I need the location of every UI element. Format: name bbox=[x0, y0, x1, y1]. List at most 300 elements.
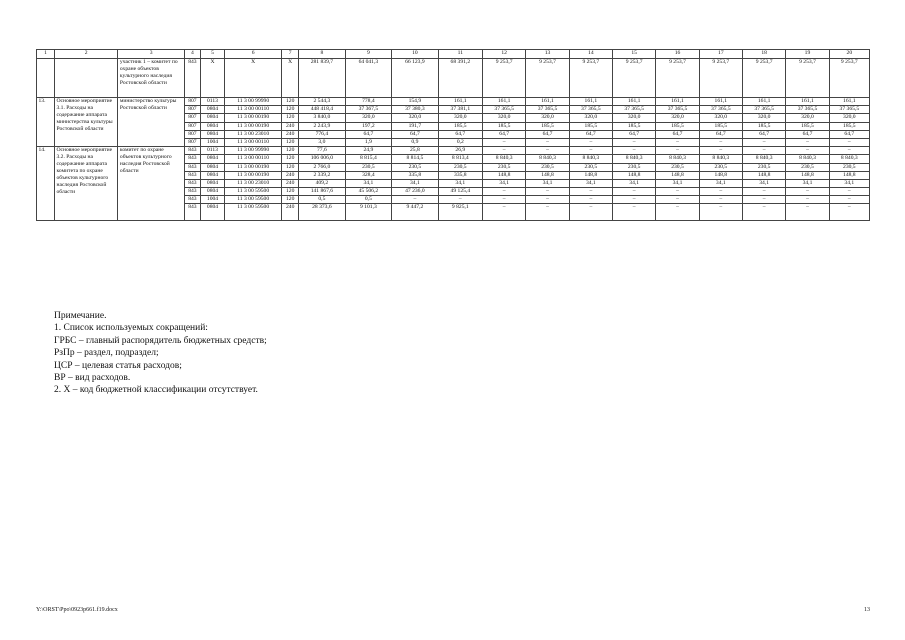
program-name: Основное мероприятие 3.2. Расходы на содержание аппарата комитета по охране объектов культурного наследия Ростовской области bbox=[54, 147, 117, 221]
expenditure-table bbox=[36, 49, 870, 221]
table-cell: 64,7 bbox=[569, 130, 612, 138]
table-cell: 185,5 bbox=[569, 122, 612, 130]
table-cell: 0113 bbox=[200, 147, 224, 155]
table-cell: 230,5 bbox=[613, 163, 656, 171]
table-cell: 9 253,7 bbox=[569, 59, 612, 98]
table-cell: – bbox=[699, 147, 742, 155]
table-cell: 335,8 bbox=[392, 171, 439, 179]
table-cell: 64,7 bbox=[699, 130, 742, 138]
table-cell: 185,5 bbox=[613, 122, 656, 130]
table-cell: – bbox=[613, 204, 656, 221]
table-cell: – bbox=[829, 188, 869, 196]
table-cell: 161,1 bbox=[438, 98, 482, 106]
header-row bbox=[37, 50, 870, 59]
header-cell: 19 bbox=[786, 50, 829, 59]
table-cell: 230,5 bbox=[438, 163, 482, 171]
table-cell: 335,8 bbox=[438, 171, 482, 179]
table-cell: 240 bbox=[282, 130, 299, 138]
table-cell: 843 bbox=[184, 163, 200, 171]
table-cell: 25,8 bbox=[392, 147, 439, 155]
table-cell: – bbox=[656, 196, 699, 204]
table-cell: 0113 bbox=[200, 98, 224, 106]
table-cell: – bbox=[786, 147, 829, 155]
table-cell: 185,5 bbox=[742, 122, 785, 130]
table-cell: 807 bbox=[184, 130, 200, 138]
table-cell: – bbox=[526, 196, 569, 204]
table-cell: 8 840,3 bbox=[829, 155, 869, 163]
header-cell: 20 bbox=[829, 50, 869, 59]
table-cell: 64,7 bbox=[786, 130, 829, 138]
table-cell: Х bbox=[225, 59, 282, 98]
table-cell: 34,1 bbox=[613, 179, 656, 187]
table-cell: 230,5 bbox=[345, 163, 392, 171]
table-cell: 0,5 bbox=[345, 196, 392, 204]
table-cell: – bbox=[526, 138, 569, 146]
table-cell: 64,7 bbox=[742, 130, 785, 138]
table-cell: 64 041,3 bbox=[345, 59, 392, 98]
table-cell: – bbox=[656, 188, 699, 196]
table-cell: 9 253,7 bbox=[829, 59, 869, 98]
header-cell: 16 bbox=[656, 50, 699, 59]
table-cell: 328,4 bbox=[345, 171, 392, 179]
table-cell: 8 840,3 bbox=[786, 155, 829, 163]
table-row bbox=[37, 98, 870, 106]
table-body bbox=[37, 50, 870, 221]
table-cell: – bbox=[699, 196, 742, 204]
table-cell: 843 bbox=[184, 188, 200, 196]
header-cell: 1 bbox=[37, 50, 55, 59]
table-cell: 807 bbox=[184, 138, 200, 146]
table-cell: 185,5 bbox=[656, 122, 699, 130]
table-cell: 230,5 bbox=[829, 163, 869, 171]
table-cell: 807 bbox=[184, 106, 200, 114]
table-cell: 161,1 bbox=[742, 98, 785, 106]
table-cell: – bbox=[786, 204, 829, 221]
table-cell: 320,0 bbox=[829, 114, 869, 122]
table-cell: 120 bbox=[282, 147, 299, 155]
table-cell: – bbox=[786, 138, 829, 146]
table-cell: 807 bbox=[184, 98, 200, 106]
table-cell: 9 253,7 bbox=[786, 59, 829, 98]
table-cell: 34,1 bbox=[742, 179, 785, 187]
notes-line: 2. Х – код бюджетной классификации отсутствует. bbox=[54, 385, 258, 396]
table-cell: – bbox=[526, 204, 569, 221]
header-cell: 14 bbox=[569, 50, 612, 59]
table-cell: 8 814,5 bbox=[392, 155, 439, 163]
table-cell: 9 253,7 bbox=[483, 59, 526, 98]
table-cell: 11 3 00 00190 bbox=[225, 163, 282, 171]
table-cell: – bbox=[742, 138, 785, 146]
table-cell: – bbox=[483, 188, 526, 196]
table-cell: 66 123,9 bbox=[392, 59, 439, 98]
table-cell: 37 365,5 bbox=[656, 106, 699, 114]
table-cell: 409,2 bbox=[299, 179, 346, 187]
table-cell: 320,0 bbox=[786, 114, 829, 122]
table-cell: 8 840,3 bbox=[742, 155, 785, 163]
table-cell: – bbox=[699, 204, 742, 221]
table-cell: 161,1 bbox=[829, 98, 869, 106]
table-cell: 68 391,2 bbox=[438, 59, 482, 98]
table-cell: 0804 bbox=[200, 204, 224, 221]
table-cell: 2 544,3 bbox=[299, 98, 346, 106]
table-cell: 0,2 bbox=[438, 138, 482, 146]
table-cell: – bbox=[613, 147, 656, 155]
table-cell: – bbox=[829, 138, 869, 146]
table-cell: 185,5 bbox=[526, 122, 569, 130]
table-cell: – bbox=[699, 138, 742, 146]
header-cell: 13 bbox=[526, 50, 569, 59]
table-cell: 197,2 bbox=[345, 122, 392, 130]
table-cell: 8 840,3 bbox=[526, 155, 569, 163]
table-cell: 320,0 bbox=[526, 114, 569, 122]
table-cell: 34,1 bbox=[786, 179, 829, 187]
table-cell: 320,0 bbox=[656, 114, 699, 122]
table-cell: – bbox=[656, 138, 699, 146]
table-cell: 120 bbox=[282, 188, 299, 196]
table-cell: 778,4 bbox=[345, 98, 392, 106]
table-cell: – bbox=[786, 196, 829, 204]
table-cell: 185,5 bbox=[438, 122, 482, 130]
table-cell: – bbox=[569, 204, 612, 221]
table-cell: – bbox=[613, 188, 656, 196]
table-cell: 148,8 bbox=[699, 171, 742, 179]
table-cell: 64,7 bbox=[829, 130, 869, 138]
header-cell: 4 bbox=[184, 50, 200, 59]
table-cell: Х bbox=[200, 59, 224, 98]
table-cell: 230,5 bbox=[392, 163, 439, 171]
table-cell: 37 365,5 bbox=[742, 106, 785, 114]
table-row bbox=[37, 59, 870, 98]
table-cell: 120 bbox=[282, 106, 299, 114]
table-cell: 185,5 bbox=[786, 122, 829, 130]
table-cell: 11 3 00 23010 bbox=[225, 130, 282, 138]
header-cell: 6 bbox=[225, 50, 282, 59]
table-cell: – bbox=[829, 147, 869, 155]
table-cell: 37 365,5 bbox=[829, 106, 869, 114]
notes-line: ГРБС – главный распорядитель бюджетных средств; bbox=[54, 335, 267, 346]
table-cell: 77,6 bbox=[299, 147, 346, 155]
table-cell: 1004 bbox=[200, 138, 224, 146]
table-cell: 24,9 bbox=[345, 147, 392, 155]
table-cell: 120 bbox=[282, 98, 299, 106]
table-cell: 64,7 bbox=[345, 130, 392, 138]
header-cell: 2 bbox=[54, 50, 117, 59]
table-cell: 154,9 bbox=[392, 98, 439, 106]
executor-name: комитет по охране объектов культурного наследия Ростовской области bbox=[118, 147, 185, 221]
table-cell: 148,8 bbox=[483, 171, 526, 179]
table-cell: 148,8 bbox=[569, 171, 612, 179]
table-cell: – bbox=[526, 147, 569, 155]
table-cell: 34,1 bbox=[569, 179, 612, 187]
table-cell: 64,7 bbox=[613, 130, 656, 138]
table-cell: 320,0 bbox=[392, 114, 439, 122]
header-cell: 10 bbox=[392, 50, 439, 59]
header-cell: 11 bbox=[438, 50, 482, 59]
table-cell: 8 840,3 bbox=[699, 155, 742, 163]
table-cell: 45 506,2 bbox=[345, 188, 392, 196]
table-cell: 47 236,0 bbox=[392, 188, 439, 196]
table-cell: 1004 bbox=[200, 196, 224, 204]
table-cell: 240 bbox=[282, 179, 299, 187]
table-cell: – bbox=[569, 188, 612, 196]
table-cell: 64,7 bbox=[438, 130, 482, 138]
table-cell: 2 766,0 bbox=[299, 163, 346, 171]
notes-section bbox=[54, 310, 267, 397]
table-cell: – bbox=[742, 147, 785, 155]
table-cell: 320,0 bbox=[438, 114, 482, 122]
row-number: 13. bbox=[37, 98, 55, 147]
table-cell: – bbox=[569, 138, 612, 146]
table-cell: 64,7 bbox=[656, 130, 699, 138]
table-cell: 9 101,3 bbox=[345, 204, 392, 221]
table-cell: 120 bbox=[282, 138, 299, 146]
table-cell: 11 3 00 59500 bbox=[225, 188, 282, 196]
table-cell: 9 447,2 bbox=[392, 204, 439, 221]
table-cell: 8 815,4 bbox=[345, 155, 392, 163]
table-cell: 0804 bbox=[200, 155, 224, 163]
table-cell: 843 bbox=[184, 179, 200, 187]
table-cell: 448 418,4 bbox=[299, 106, 346, 114]
table-cell: 230,5 bbox=[699, 163, 742, 171]
table-cell: 9 253,7 bbox=[613, 59, 656, 98]
table-cell: 0804 bbox=[200, 171, 224, 179]
table-cell: – bbox=[656, 204, 699, 221]
table-cell: 230,5 bbox=[526, 163, 569, 171]
table-cell: 843 bbox=[184, 196, 200, 204]
header-cell: 12 bbox=[483, 50, 526, 59]
table-cell: 11 3 00 59500 bbox=[225, 204, 282, 221]
table-cell: – bbox=[656, 147, 699, 155]
header-cell: 3 bbox=[118, 50, 185, 59]
table-cell: 9 825,1 bbox=[438, 204, 482, 221]
table-cell: 8 840,3 bbox=[483, 155, 526, 163]
program-name bbox=[54, 59, 117, 98]
table-cell: – bbox=[483, 147, 526, 155]
table-cell: 37 380,3 bbox=[392, 106, 439, 114]
table-cell: 106 006,0 bbox=[299, 155, 346, 163]
table-cell: 3 840,0 bbox=[299, 114, 346, 122]
row-number bbox=[37, 59, 55, 98]
table-cell: 34,1 bbox=[392, 179, 439, 187]
table-cell: – bbox=[483, 138, 526, 146]
table-cell: 8 840,3 bbox=[613, 155, 656, 163]
program-name: Основное мероприятие 3.1. Расходы на содержание аппарата министерства культуры Ростовской области bbox=[54, 98, 117, 147]
table-cell: – bbox=[699, 188, 742, 196]
table-cell: 34,1 bbox=[526, 179, 569, 187]
table-cell: – bbox=[829, 204, 869, 221]
table-cell: 11 3 00 00110 bbox=[225, 106, 282, 114]
table-cell: – bbox=[569, 147, 612, 155]
table-cell: 11 3 00 59500 bbox=[225, 196, 282, 204]
table-cell: 240 bbox=[282, 204, 299, 221]
table-cell: – bbox=[392, 196, 439, 204]
table-cell: 120 bbox=[282, 196, 299, 204]
table-cell: 0804 bbox=[200, 188, 224, 196]
table-cell: 37 365,5 bbox=[699, 106, 742, 114]
table-cell: 11 3 00 23010 bbox=[225, 179, 282, 187]
table-cell: 0,9 bbox=[392, 138, 439, 146]
table-cell: – bbox=[438, 196, 482, 204]
header-cell: 5 bbox=[200, 50, 224, 59]
table-cell: 120 bbox=[282, 114, 299, 122]
table-cell: 776,4 bbox=[299, 130, 346, 138]
table-cell: 11 3 00 00110 bbox=[225, 155, 282, 163]
notes-line: ЦСР – целевая статья расходов; bbox=[54, 360, 182, 371]
table-cell: 37 365,5 bbox=[613, 106, 656, 114]
table-cell: 9 253,7 bbox=[526, 59, 569, 98]
notes-line: РзПр – раздел, подраздел; bbox=[54, 348, 159, 359]
table-cell: – bbox=[742, 204, 785, 221]
table-cell: 34,1 bbox=[656, 179, 699, 187]
table-cell: 64,7 bbox=[392, 130, 439, 138]
table-cell: 37 365,5 bbox=[526, 106, 569, 114]
table-cell: – bbox=[829, 196, 869, 204]
executor-name: министерство культуры Ростовской области bbox=[118, 98, 185, 147]
table-cell: 161,1 bbox=[656, 98, 699, 106]
table-cell: 37 365,5 bbox=[483, 106, 526, 114]
table-cell: 3,0 bbox=[299, 138, 346, 146]
table-cell: – bbox=[569, 196, 612, 204]
header-cell: 17 bbox=[699, 50, 742, 59]
table-cell: 120 bbox=[282, 155, 299, 163]
table-cell: 0804 bbox=[200, 163, 224, 171]
table-cell: – bbox=[742, 188, 785, 196]
table-cell: 161,1 bbox=[569, 98, 612, 106]
table-cell: 37 381,1 bbox=[438, 106, 482, 114]
table-cell: 161,1 bbox=[526, 98, 569, 106]
notes-line: 1. Список используемых сокращений: bbox=[54, 323, 208, 334]
header-cell: 7 bbox=[282, 50, 299, 59]
table-cell: 11 3 00 00190 bbox=[225, 114, 282, 122]
table-cell: 161,1 bbox=[699, 98, 742, 106]
table-cell: 11 3 00 99990 bbox=[225, 147, 282, 155]
table-cell: 185,5 bbox=[829, 122, 869, 130]
table-cell: 843 bbox=[184, 147, 200, 155]
table-cell: 843 bbox=[184, 59, 200, 98]
table-cell: 11 3 00 00190 bbox=[225, 171, 282, 179]
table-cell: 11 3 00 00110 bbox=[225, 138, 282, 146]
table-cell: 230,5 bbox=[656, 163, 699, 171]
table-cell: 320,0 bbox=[742, 114, 785, 122]
table-cell: 34,1 bbox=[483, 179, 526, 187]
table-cell: 37 367,5 bbox=[345, 106, 392, 114]
table-cell: 185,5 bbox=[483, 122, 526, 130]
table-cell: 843 bbox=[184, 204, 200, 221]
table-cell: 9 253,7 bbox=[699, 59, 742, 98]
table-cell: 320,0 bbox=[569, 114, 612, 122]
table-cell: – bbox=[613, 138, 656, 146]
table-cell: 28 373,6 bbox=[299, 204, 346, 221]
table-cell: 9 253,7 bbox=[656, 59, 699, 98]
table-cell: 64,7 bbox=[483, 130, 526, 138]
table-cell: 34,1 bbox=[699, 179, 742, 187]
table-cell: 320,0 bbox=[699, 114, 742, 122]
table-cell: 191,7 bbox=[392, 122, 439, 130]
table-cell: 240 bbox=[282, 122, 299, 130]
table-row bbox=[37, 147, 870, 155]
table-cell: 1,9 bbox=[345, 138, 392, 146]
table-cell: 34,1 bbox=[438, 179, 482, 187]
table-cell: 8 840,3 bbox=[569, 155, 612, 163]
table-cell: 240 bbox=[282, 171, 299, 179]
table-cell: 148,8 bbox=[613, 171, 656, 179]
table-cell: 34,1 bbox=[345, 179, 392, 187]
table-cell: Х bbox=[282, 59, 299, 98]
table-cell: 0804 bbox=[200, 130, 224, 138]
table-cell: 49 125,4 bbox=[438, 188, 482, 196]
row-number: 14. bbox=[37, 147, 55, 221]
footer-file-path: Y:\ORST\Ppo\0923p661.f19.docx bbox=[36, 607, 118, 613]
table-cell: 141 867,6 bbox=[299, 188, 346, 196]
table-cell: 0,5 bbox=[299, 196, 346, 204]
table-cell: 148,8 bbox=[656, 171, 699, 179]
executor-name: участник 1 – комитет по охране объектов культурного наследия Ростовской области bbox=[118, 59, 185, 98]
table-cell: – bbox=[786, 188, 829, 196]
table-cell: 230,5 bbox=[786, 163, 829, 171]
table-cell: 843 bbox=[184, 171, 200, 179]
table-cell: 37 365,5 bbox=[786, 106, 829, 114]
table-cell: 0804 bbox=[200, 179, 224, 187]
table-cell: 8 840,3 bbox=[656, 155, 699, 163]
footer-page-number: 13 bbox=[864, 607, 870, 613]
table-cell: 161,1 bbox=[613, 98, 656, 106]
table-cell: 64,7 bbox=[526, 130, 569, 138]
table-cell: 120 bbox=[282, 163, 299, 171]
table-cell: 230,5 bbox=[483, 163, 526, 171]
table-cell: 230,5 bbox=[569, 163, 612, 171]
table-cell: – bbox=[613, 196, 656, 204]
table-cell: 148,8 bbox=[829, 171, 869, 179]
table-cell: – bbox=[526, 188, 569, 196]
table-cell: 843 bbox=[184, 155, 200, 163]
table-cell: 320,0 bbox=[613, 114, 656, 122]
table-cell: 2 243,9 bbox=[299, 122, 346, 130]
table-cell: 2 339,2 bbox=[299, 171, 346, 179]
header-cell: 9 bbox=[345, 50, 392, 59]
table-cell: 148,8 bbox=[742, 171, 785, 179]
table-cell: 0804 bbox=[200, 114, 224, 122]
table-cell: 11 3 00 00190 bbox=[225, 122, 282, 130]
table-cell: 0804 bbox=[200, 106, 224, 114]
notes-title: Примечание. bbox=[54, 311, 107, 321]
header-cell: 15 bbox=[613, 50, 656, 59]
table-cell: 8 813,4 bbox=[438, 155, 482, 163]
table-cell: – bbox=[483, 204, 526, 221]
table-cell: 161,1 bbox=[786, 98, 829, 106]
table-cell: 148,8 bbox=[786, 171, 829, 179]
table-cell: 34,1 bbox=[829, 179, 869, 187]
table-cell: 320,0 bbox=[345, 114, 392, 122]
table-cell: 807 bbox=[184, 114, 200, 122]
table-cell: 148,8 bbox=[526, 171, 569, 179]
table-cell: 161,1 bbox=[483, 98, 526, 106]
table-cell: 185,5 bbox=[699, 122, 742, 130]
table-cell: 320,0 bbox=[483, 114, 526, 122]
notes-line: ВР – вид расходов. bbox=[54, 373, 131, 384]
table-cell: – bbox=[483, 196, 526, 204]
table-cell: 9 253,7 bbox=[742, 59, 785, 98]
table-cell: 281 839,7 bbox=[299, 59, 346, 98]
table-cell: 0804 bbox=[200, 122, 224, 130]
table-cell: 807 bbox=[184, 122, 200, 130]
header-cell: 8 bbox=[299, 50, 346, 59]
header-cell: 18 bbox=[742, 50, 785, 59]
table-cell: 230,5 bbox=[742, 163, 785, 171]
table-cell: 11 3 00 99990 bbox=[225, 98, 282, 106]
table-cell: 26,9 bbox=[438, 147, 482, 155]
table-cell: 37 365,5 bbox=[569, 106, 612, 114]
table-cell: – bbox=[742, 196, 785, 204]
